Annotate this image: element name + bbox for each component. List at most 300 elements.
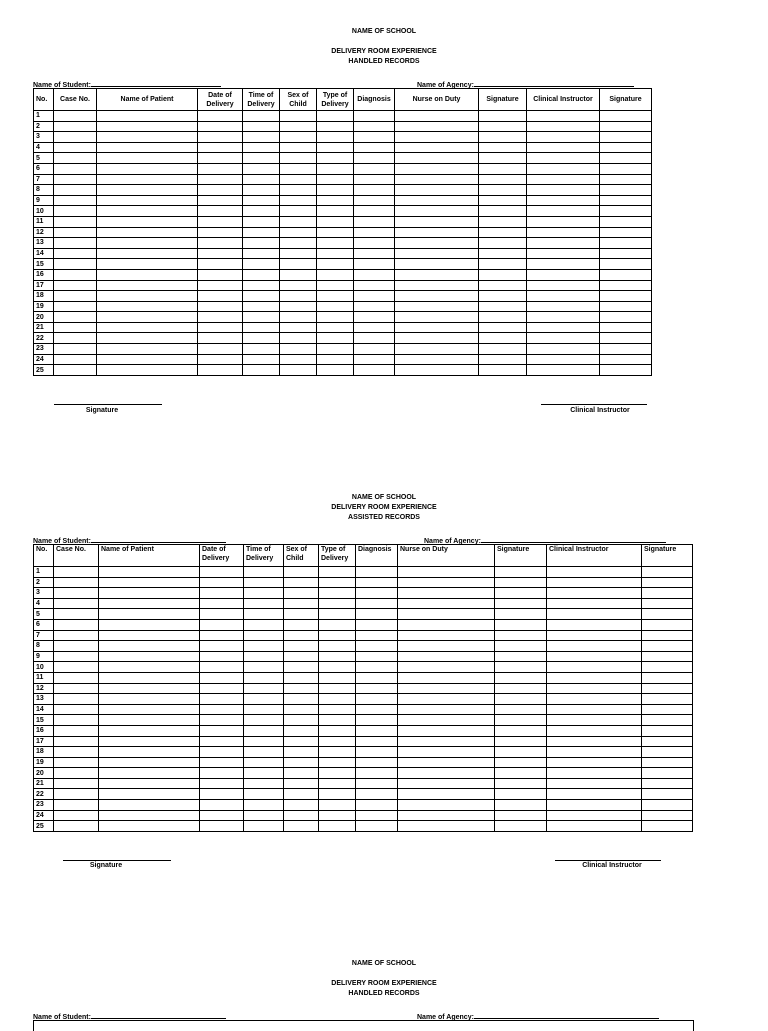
entry-cell[interactable] [99,715,200,726]
entry-cell[interactable] [243,344,280,355]
agency-name-blank[interactable] [474,1011,659,1019]
entry-cell[interactable] [284,768,319,779]
entry-cell[interactable] [398,778,495,789]
entry-cell[interactable] [99,694,200,705]
entry-cell[interactable] [198,195,243,206]
entry-cell[interactable] [319,694,356,705]
entry-cell[interactable] [198,259,243,270]
entry-cell[interactable] [54,248,97,259]
entry-cell[interactable] [280,195,317,206]
entry-cell[interactable] [280,216,317,227]
entry-cell[interactable] [99,683,200,694]
entry-cell[interactable] [395,312,479,323]
entry-cell[interactable] [198,142,243,153]
entry-cell[interactable] [99,609,200,620]
entry-cell[interactable] [54,662,99,673]
entry-cell[interactable] [244,757,284,768]
entry-cell[interactable] [479,354,527,365]
entry-cell[interactable] [479,238,527,249]
entry-cell[interactable] [244,651,284,662]
entry-cell[interactable] [395,354,479,365]
entry-cell[interactable] [97,153,198,164]
entry-cell[interactable] [319,736,356,747]
entry-cell[interactable] [200,588,244,599]
entry-cell[interactable] [54,736,99,747]
entry-cell[interactable] [280,111,317,122]
entry-cell[interactable] [547,768,642,779]
entry-cell[interactable] [479,111,527,122]
entry-cell[interactable] [398,662,495,673]
entry-cell[interactable] [495,609,547,620]
entry-cell[interactable] [54,344,97,355]
entry-cell[interactable] [354,354,395,365]
entry-cell[interactable] [198,174,243,185]
entry-cell[interactable] [395,121,479,132]
entry-cell[interactable] [280,206,317,217]
entry-cell[interactable] [600,301,652,312]
entry-cell[interactable] [54,322,97,333]
entry-cell[interactable] [398,821,495,832]
entry-cell[interactable] [317,142,354,153]
entry-cell[interactable] [200,651,244,662]
entry-cell[interactable] [527,227,600,238]
entry-cell[interactable] [547,683,642,694]
entry-cell[interactable] [317,111,354,122]
entry-cell[interactable] [54,227,97,238]
student-name-blank[interactable] [91,535,226,543]
entry-cell[interactable] [54,216,97,227]
entry-cell[interactable] [99,757,200,768]
entry-cell[interactable] [317,248,354,259]
entry-cell[interactable] [54,651,99,662]
entry-cell[interactable] [495,641,547,652]
entry-cell[interactable] [280,301,317,312]
entry-cell[interactable] [54,672,99,683]
entry-cell[interactable] [97,269,198,280]
entry-cell[interactable] [243,121,280,132]
entry-cell[interactable] [198,301,243,312]
entry-cell[interactable] [200,810,244,821]
entry-cell[interactable] [600,206,652,217]
entry-cell[interactable] [527,153,600,164]
entry-cell[interactable] [99,768,200,779]
entry-cell[interactable] [200,662,244,673]
entry-cell[interactable] [244,619,284,630]
entry-cell[interactable] [398,577,495,588]
entry-cell[interactable] [354,185,395,196]
entry-cell[interactable] [354,291,395,302]
entry-cell[interactable] [54,259,97,270]
entry-cell[interactable] [97,365,198,376]
entry-cell[interactable] [284,577,319,588]
entry-cell[interactable] [356,725,398,736]
entry-cell[interactable] [97,121,198,132]
entry-cell[interactable] [395,280,479,291]
entry-cell[interactable] [395,248,479,259]
entry-cell[interactable] [319,757,356,768]
entry-cell[interactable] [99,704,200,715]
entry-cell[interactable] [97,174,198,185]
entry-cell[interactable] [244,800,284,811]
entry-cell[interactable] [395,291,479,302]
entry-cell[interactable] [54,121,97,132]
entry-cell[interactable] [395,344,479,355]
entry-cell[interactable] [527,280,600,291]
entry-cell[interactable] [97,142,198,153]
entry-cell[interactable] [354,163,395,174]
entry-cell[interactable] [280,248,317,259]
clinical-instructor-line[interactable] [541,404,647,405]
entry-cell[interactable] [280,280,317,291]
entry-cell[interactable] [547,694,642,705]
entry-cell[interactable] [54,365,97,376]
entry-cell[interactable] [642,567,693,578]
entry-cell[interactable] [280,153,317,164]
entry-cell[interactable] [280,365,317,376]
entry-cell[interactable] [280,185,317,196]
entry-cell[interactable] [642,672,693,683]
entry-cell[interactable] [600,132,652,143]
entry-cell[interactable] [99,651,200,662]
entry-cell[interactable] [280,163,317,174]
entry-cell[interactable] [317,291,354,302]
entry-cell[interactable] [200,778,244,789]
entry-cell[interactable] [317,132,354,143]
entry-cell[interactable] [198,153,243,164]
entry-cell[interactable] [200,704,244,715]
entry-cell[interactable] [547,778,642,789]
entry-cell[interactable] [319,641,356,652]
student-name-blank[interactable] [91,79,221,87]
entry-cell[interactable] [479,206,527,217]
entry-cell[interactable] [395,259,479,270]
entry-cell[interactable] [395,174,479,185]
entry-cell[interactable] [319,598,356,609]
entry-cell[interactable] [97,259,198,270]
entry-cell[interactable] [527,322,600,333]
entry-cell[interactable] [99,789,200,800]
entry-cell[interactable] [495,567,547,578]
entry-cell[interactable] [642,651,693,662]
entry-cell[interactable] [642,757,693,768]
entry-cell[interactable] [200,683,244,694]
entry-cell[interactable] [244,683,284,694]
entry-cell[interactable] [200,725,244,736]
entry-cell[interactable] [356,662,398,673]
entry-cell[interactable] [198,238,243,249]
entry-cell[interactable] [356,577,398,588]
entry-cell[interactable] [395,238,479,249]
entry-cell[interactable] [284,757,319,768]
entry-cell[interactable] [495,577,547,588]
entry-cell[interactable] [200,715,244,726]
entry-cell[interactable] [99,598,200,609]
entry-cell[interactable] [97,216,198,227]
entry-cell[interactable] [200,577,244,588]
entry-cell[interactable] [642,800,693,811]
entry-cell[interactable] [398,630,495,641]
entry-cell[interactable] [354,216,395,227]
entry-cell[interactable] [99,641,200,652]
entry-cell[interactable] [354,322,395,333]
entry-cell[interactable] [398,715,495,726]
entry-cell[interactable] [398,768,495,779]
entry-cell[interactable] [319,821,356,832]
entry-cell[interactable] [356,800,398,811]
entry-cell[interactable] [642,694,693,705]
entry-cell[interactable] [495,789,547,800]
entry-cell[interactable] [244,598,284,609]
entry-cell[interactable] [284,641,319,652]
entry-cell[interactable] [527,185,600,196]
entry-cell[interactable] [547,747,642,758]
entry-cell[interactable] [527,312,600,323]
entry-cell[interactable] [547,609,642,620]
entry-cell[interactable] [54,725,99,736]
entry-cell[interactable] [479,269,527,280]
entry-cell[interactable] [479,322,527,333]
entry-cell[interactable] [642,736,693,747]
entry-cell[interactable] [200,641,244,652]
entry-cell[interactable] [317,312,354,323]
entry-cell[interactable] [354,195,395,206]
entry-cell[interactable] [479,132,527,143]
entry-cell[interactable] [244,672,284,683]
entry-cell[interactable] [284,694,319,705]
entry-cell[interactable] [398,725,495,736]
entry-cell[interactable] [284,821,319,832]
entry-cell[interactable] [398,810,495,821]
entry-cell[interactable] [354,227,395,238]
entry-cell[interactable] [479,280,527,291]
entry-cell[interactable] [527,269,600,280]
entry-cell[interactable] [198,354,243,365]
entry-cell[interactable] [317,354,354,365]
entry-cell[interactable] [547,704,642,715]
entry-cell[interactable] [244,747,284,758]
entry-cell[interactable] [354,153,395,164]
signature-line[interactable] [54,404,162,405]
entry-cell[interactable] [600,322,652,333]
entry-cell[interactable] [495,672,547,683]
entry-cell[interactable] [243,132,280,143]
entry-cell[interactable] [99,577,200,588]
entry-cell[interactable] [479,185,527,196]
entry-cell[interactable] [354,259,395,270]
entry-cell[interactable] [398,757,495,768]
entry-cell[interactable] [319,567,356,578]
entry-cell[interactable] [600,259,652,270]
entry-cell[interactable] [243,163,280,174]
entry-cell[interactable] [198,216,243,227]
entry-cell[interactable] [280,333,317,344]
entry-cell[interactable] [354,312,395,323]
entry-cell[interactable] [600,195,652,206]
entry-cell[interactable] [319,662,356,673]
entry-cell[interactable] [319,630,356,641]
entry-cell[interactable] [479,312,527,323]
entry-cell[interactable] [97,227,198,238]
entry-cell[interactable] [354,111,395,122]
entry-cell[interactable] [547,588,642,599]
entry-cell[interactable] [398,800,495,811]
entry-cell[interactable] [198,111,243,122]
entry-cell[interactable] [284,747,319,758]
entry-cell[interactable] [54,142,97,153]
entry-cell[interactable] [200,694,244,705]
entry-cell[interactable] [600,142,652,153]
entry-cell[interactable] [319,800,356,811]
entry-cell[interactable] [527,238,600,249]
entry-cell[interactable] [319,725,356,736]
entry-cell[interactable] [198,248,243,259]
entry-cell[interactable] [280,142,317,153]
entry-cell[interactable] [97,238,198,249]
entry-cell[interactable] [547,810,642,821]
entry-cell[interactable] [398,683,495,694]
entry-cell[interactable] [97,280,198,291]
entry-cell[interactable] [54,354,97,365]
entry-cell[interactable] [642,768,693,779]
entry-cell[interactable] [284,715,319,726]
entry-cell[interactable] [547,662,642,673]
clinical-instructor-line[interactable] [555,860,661,861]
entry-cell[interactable] [280,322,317,333]
entry-cell[interactable] [200,800,244,811]
entry-cell[interactable] [200,789,244,800]
entry-cell[interactable] [243,227,280,238]
entry-cell[interactable] [354,344,395,355]
entry-cell[interactable] [495,757,547,768]
entry-cell[interactable] [198,121,243,132]
entry-cell[interactable] [97,206,198,217]
entry-cell[interactable] [317,333,354,344]
entry-cell[interactable] [99,662,200,673]
entry-cell[interactable] [198,227,243,238]
entry-cell[interactable] [319,810,356,821]
entry-cell[interactable] [600,280,652,291]
entry-cell[interactable] [642,778,693,789]
entry-cell[interactable] [395,301,479,312]
entry-cell[interactable] [317,259,354,270]
entry-cell[interactable] [600,354,652,365]
entry-cell[interactable] [395,111,479,122]
entry-cell[interactable] [356,747,398,758]
entry-cell[interactable] [600,344,652,355]
entry-cell[interactable] [317,163,354,174]
entry-cell[interactable] [495,619,547,630]
entry-cell[interactable] [99,800,200,811]
entry-cell[interactable] [280,132,317,143]
entry-cell[interactable] [495,768,547,779]
agency-name-blank[interactable] [474,79,634,87]
entry-cell[interactable] [243,216,280,227]
entry-cell[interactable] [54,291,97,302]
entry-cell[interactable] [600,269,652,280]
entry-cell[interactable] [600,153,652,164]
entry-cell[interactable] [600,216,652,227]
entry-cell[interactable] [642,704,693,715]
entry-cell[interactable] [280,344,317,355]
entry-cell[interactable] [354,248,395,259]
entry-cell[interactable] [395,163,479,174]
entry-cell[interactable] [495,715,547,726]
entry-cell[interactable] [527,174,600,185]
entry-cell[interactable] [280,227,317,238]
entry-cell[interactable] [354,206,395,217]
entry-cell[interactable] [547,800,642,811]
entry-cell[interactable] [527,121,600,132]
entry-cell[interactable] [547,821,642,832]
entry-cell[interactable] [243,238,280,249]
entry-cell[interactable] [398,704,495,715]
entry-cell[interactable] [200,609,244,620]
entry-cell[interactable] [395,333,479,344]
entry-cell[interactable] [317,227,354,238]
entry-cell[interactable] [354,174,395,185]
entry-cell[interactable] [284,672,319,683]
entry-cell[interactable] [495,662,547,673]
entry-cell[interactable] [244,662,284,673]
entry-cell[interactable] [54,195,97,206]
entry-cell[interactable] [398,672,495,683]
entry-cell[interactable] [244,577,284,588]
entry-cell[interactable] [280,174,317,185]
entry-cell[interactable] [354,280,395,291]
entry-cell[interactable] [642,630,693,641]
entry-cell[interactable] [200,747,244,758]
entry-cell[interactable] [54,206,97,217]
entry-cell[interactable] [97,195,198,206]
entry-cell[interactable] [99,588,200,599]
entry-cell[interactable] [395,132,479,143]
entry-cell[interactable] [527,195,600,206]
entry-cell[interactable] [244,567,284,578]
entry-cell[interactable] [54,641,99,652]
entry-cell[interactable] [319,609,356,620]
entry-cell[interactable] [54,153,97,164]
entry-cell[interactable] [198,269,243,280]
entry-cell[interactable] [398,598,495,609]
entry-cell[interactable] [54,778,99,789]
entry-cell[interactable] [547,725,642,736]
entry-cell[interactable] [54,683,99,694]
entry-cell[interactable] [280,259,317,270]
entry-cell[interactable] [317,269,354,280]
entry-cell[interactable] [54,630,99,641]
entry-cell[interactable] [284,651,319,662]
entry-cell[interactable] [495,800,547,811]
entry-cell[interactable] [642,609,693,620]
entry-cell[interactable] [244,725,284,736]
entry-cell[interactable] [395,142,479,153]
entry-cell[interactable] [280,354,317,365]
entry-cell[interactable] [547,641,642,652]
entry-cell[interactable] [356,694,398,705]
entry-cell[interactable] [642,577,693,588]
entry-cell[interactable] [642,747,693,758]
entry-cell[interactable] [527,259,600,270]
entry-cell[interactable] [97,132,198,143]
entry-cell[interactable] [54,694,99,705]
entry-cell[interactable] [527,333,600,344]
entry-cell[interactable] [200,736,244,747]
entry-cell[interactable] [319,747,356,758]
entry-cell[interactable] [99,567,200,578]
entry-cell[interactable] [198,333,243,344]
entry-cell[interactable] [200,630,244,641]
entry-cell[interactable] [317,365,354,376]
